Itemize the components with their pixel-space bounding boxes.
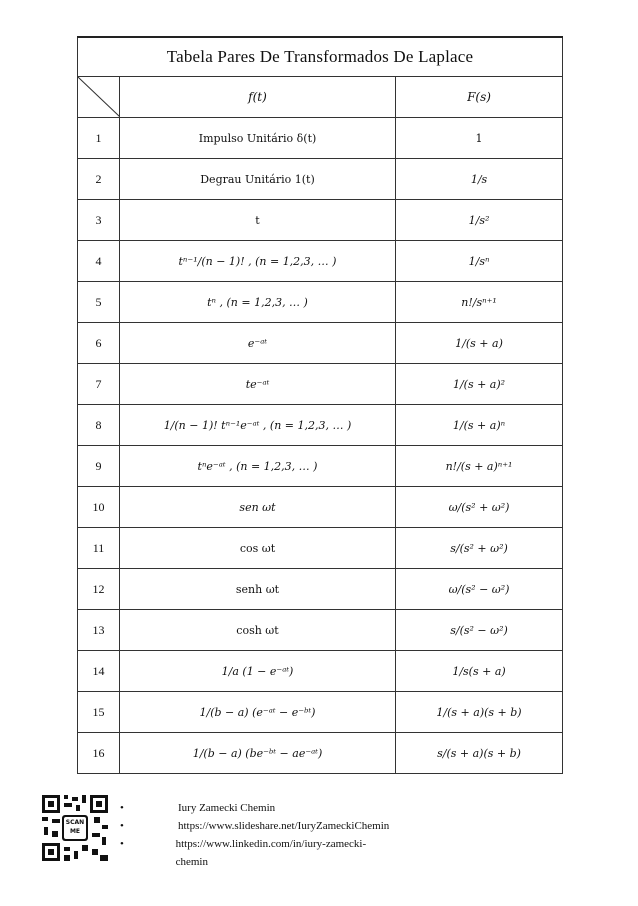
row-F-value: 1/(s + a)(s + b)	[436, 705, 522, 719]
row-number: 1	[78, 118, 120, 159]
linkedin-link[interactable]: https://www.linkedin.com/in/iury-zamecki-chemin	[175, 838, 367, 868]
row-number: 4	[78, 241, 120, 282]
row-number: 9	[78, 446, 120, 487]
row-number: 11	[78, 528, 120, 569]
row-f-cell	[120, 651, 396, 692]
header-f-of-t: f(t)	[120, 77, 396, 118]
row-number: 13	[78, 610, 120, 651]
row-F-value: 1	[475, 131, 483, 145]
row-F-cell	[396, 118, 563, 159]
row-f-cell	[120, 118, 396, 159]
author-name: Iury Zamecki Chemin	[178, 802, 276, 814]
header-corner-diagonal	[78, 77, 120, 118]
row-number: 15	[78, 692, 120, 733]
table-row	[78, 569, 563, 610]
row-f-value: 1/(n − 1)! tⁿ⁻¹e⁻ᵃᵗ , (n = 1,2,3, … )	[163, 418, 352, 432]
row-f-cell	[120, 487, 396, 528]
table-row	[78, 405, 563, 446]
row-f-cell	[120, 528, 396, 569]
row-number: 8	[78, 405, 120, 446]
row-F-cell	[396, 405, 563, 446]
row-f-value: cosh ωt	[236, 623, 279, 637]
bullet: •	[120, 820, 124, 832]
row-F-value: 1/sⁿ	[468, 254, 490, 268]
row-number: 12	[78, 569, 120, 610]
row-f-value: 1/(b − a) (e⁻ᵃᵗ − e⁻ᵇᵗ)	[199, 705, 316, 719]
table-row	[78, 733, 563, 774]
qr-caption: SCAN ME	[65, 819, 85, 835]
row-F-cell	[396, 487, 563, 528]
row-F-cell	[396, 446, 563, 487]
row-f-value: sen ωt	[239, 500, 276, 514]
row-f-value: t	[255, 213, 260, 227]
row-number: 6	[78, 323, 120, 364]
slideshare-link[interactable]: https://www.slideshare.net/IuryZameckiChemin	[178, 820, 390, 832]
row-F-value: 1/s²	[468, 213, 490, 227]
bullet: •	[120, 802, 124, 814]
row-F-value: s/(s² + ω²)	[450, 541, 508, 555]
row-f-cell	[120, 159, 396, 200]
table-row	[78, 528, 563, 569]
row-f-value: tⁿ , (n = 1,2,3, … )	[207, 295, 308, 309]
row-f-value: tⁿ⁻¹/(n − 1)! , (n = 1,2,3, … )	[178, 254, 337, 268]
row-f-cell	[120, 241, 396, 282]
row-f-cell	[120, 200, 396, 241]
row-f-value: Degrau Unitário 1(t)	[200, 172, 315, 186]
header-F-of-s: F(s)	[396, 77, 563, 118]
list-item	[120, 817, 389, 835]
row-F-cell	[396, 692, 563, 733]
table-row	[78, 610, 563, 651]
table-title: Tabela Pares De Transformados De Laplace	[78, 37, 563, 77]
row-f-value: e⁻ᵃᵗ	[247, 336, 268, 350]
qr-code-icon[interactable]	[40, 793, 110, 863]
row-f-cell	[120, 446, 396, 487]
row-number: 14	[78, 651, 120, 692]
row-F-value: 1/s	[470, 172, 488, 186]
laplace-table	[77, 36, 563, 774]
row-number: 10	[78, 487, 120, 528]
row-f-value: te⁻ᵃᵗ	[245, 377, 270, 391]
row-f-cell	[120, 733, 396, 774]
row-number: 7	[78, 364, 120, 405]
row-F-value: ω/(s² − ω²)	[448, 582, 510, 596]
row-f-value: 1/(b − a) (be⁻ᵇᵗ − ae⁻ᵃᵗ)	[192, 746, 323, 760]
table-row	[78, 282, 563, 323]
row-f-value: tⁿe⁻ᵃᵗ , (n = 1,2,3, … )	[197, 459, 318, 473]
row-F-cell	[396, 651, 563, 692]
row-F-value: n!/sⁿ⁺¹	[461, 295, 497, 309]
row-F-cell	[396, 159, 563, 200]
row-F-cell	[396, 610, 563, 651]
table-row	[78, 364, 563, 405]
row-number: 2	[78, 159, 120, 200]
row-f-value: senh ωt	[235, 582, 280, 596]
table-row	[78, 323, 563, 364]
table-row	[78, 159, 563, 200]
row-F-value: s/(s² − ω²)	[450, 623, 508, 637]
row-f-cell	[120, 282, 396, 323]
table-row	[78, 118, 563, 159]
row-f-cell	[120, 692, 396, 733]
row-F-cell	[396, 282, 563, 323]
row-F-cell	[396, 569, 563, 610]
table-row	[78, 487, 563, 528]
row-f-cell	[120, 364, 396, 405]
row-F-value: s/(s + a)(s + b)	[437, 746, 521, 760]
row-F-cell	[396, 733, 563, 774]
table-row	[78, 241, 563, 282]
row-F-value: 1/(s + a)ⁿ	[452, 418, 506, 432]
row-F-value: 1/(s + a)²	[452, 377, 506, 391]
row-F-value: ω/(s² + ω²)	[448, 500, 510, 514]
bullet: •	[120, 838, 124, 850]
list-item	[120, 799, 389, 817]
table-row	[78, 200, 563, 241]
row-f-cell	[120, 569, 396, 610]
row-number: 3	[78, 200, 120, 241]
footer-links	[120, 799, 389, 871]
row-F-cell	[396, 528, 563, 569]
row-F-value: n!/(s + a)ⁿ⁺¹	[445, 459, 513, 473]
row-F-value: 1/(s + a)	[455, 336, 503, 350]
row-f-value: cos ωt	[239, 541, 276, 555]
row-f-value: Impulso Unitário δ(t)	[198, 131, 317, 145]
row-number: 16	[78, 733, 120, 774]
row-number: 5	[78, 282, 120, 323]
row-F-cell	[396, 241, 563, 282]
row-F-value: 1/s(s + a)	[452, 664, 506, 678]
table-row	[78, 692, 563, 733]
list-item	[120, 835, 389, 871]
row-f-cell	[120, 323, 396, 364]
row-f-cell	[120, 405, 396, 446]
table-row	[78, 651, 563, 692]
row-F-cell	[396, 364, 563, 405]
row-f-value: 1/a (1 − e⁻ᵃᵗ)	[221, 664, 294, 678]
table-row	[78, 446, 563, 487]
row-f-cell	[120, 610, 396, 651]
row-F-cell	[396, 323, 563, 364]
row-F-cell	[396, 200, 563, 241]
